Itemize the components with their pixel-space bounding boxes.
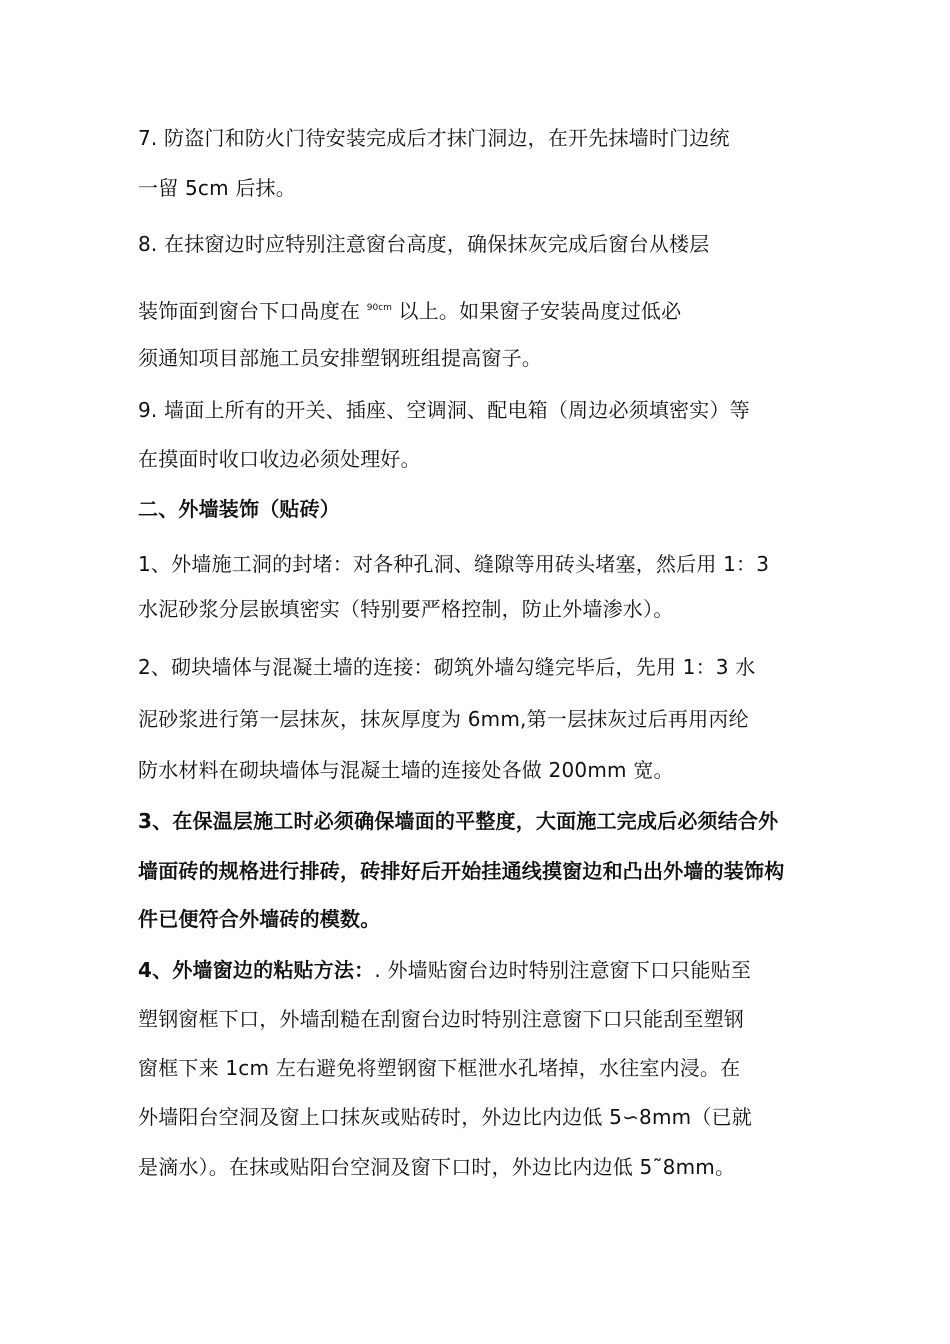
- ext-item-4-heading: 4、外墙窗边的粘贴方法：: [138, 958, 375, 982]
- ext-item-1-line-2: 水泥砂浆分层嵌填密实（特别要严格控制，防止外墙渗水）。: [138, 597, 674, 621]
- ext-item-2-line-3: 防水材料在砌块墙体与混凝土墙的连接处各做 200mm 宽。: [138, 758, 674, 782]
- item-8-line-2-text-b: 以上。如果窗子安装咼度过低必: [391, 299, 682, 323]
- ext-item-4-line-1-text: . 外墙贴窗台边时特别注意窗下口只能贴至: [374, 958, 752, 982]
- ext-item-3-line-3: 件已便符合外墙砖的模数。: [138, 907, 381, 931]
- ext-item-3-line-1: 3、在保温层施工时必须确保墙面的平整度，大面施工完成后必须结合外: [138, 809, 779, 833]
- item-8-line-3: 须通知项目部施工员安排塑钢班组提高窗子。: [138, 346, 542, 370]
- item-8-line-2-text-a: 装饰面到窗台下口咼度在: [138, 299, 367, 323]
- item-8-line-1: 8. 在抹窗边时应特别注意窗台高度，确保抹灰完成后窗台从楼层: [138, 232, 710, 256]
- ext-item-4-line-5: 是滴水）。在抹或贴阳台空洞及窗下口时，外边比内边低 5˜8mm。: [138, 1155, 736, 1179]
- item-9-line-2: 在摸面时收口收边必须处理好。: [138, 447, 421, 471]
- section-heading: 二、外墙装饰（贴砖）: [138, 497, 340, 521]
- ext-item-4-line-2: 塑钢窗框下口，外墙刮糙在刮窗台边时特别注意窗下口只能刮至塑钢: [138, 1007, 744, 1031]
- ext-item-2-line-1: 2、砌块墙体与混凝土墙的连接：砌筑外墙勾缝完毕后，先用 1：3 水: [138, 655, 756, 679]
- ext-item-4-line-3: 窗框下来 1cm 左右避免将塑钢窗下框泄水孔堵掉，水往室内浸。在: [138, 1056, 741, 1080]
- ext-item-3-line-2: 墙面砖的规格进行排砖，砖排好后开始挂通线摸窗边和凸出外墙的装饰构: [138, 859, 785, 883]
- item-7-line-1: 7. 防盗门和防火门待安装完成后才抹门洞边，在开先抹墙时门边统: [138, 126, 730, 150]
- ext-item-4-line-4: 外墙阳台空洞及窗上口抹灰或贴砖时，外边比内边低 5∽8mm（已就: [138, 1105, 752, 1129]
- item-9-line-1: 9. 墙面上所有的开关、插座、空调洞、配电箱（周边必须填密实）等: [138, 398, 750, 422]
- item-7-line-2: 一留 5cm 后抹。: [138, 176, 296, 200]
- height-superscript: 90cm: [366, 303, 392, 313]
- ext-item-1-line-1: 1、外墙施工洞的封堵：对各种孔洞、缝隙等用砖头堵塞，然后用 1：3: [138, 552, 770, 576]
- item-8-line-2: [138, 293, 681, 326]
- ext-item-4-line-1: [138, 955, 751, 985]
- ext-item-2-line-2: 泥砂浆进行第一层抹灰，抹灰厚度为 6mm,第一层抹灰过后再用丙纶: [138, 707, 749, 731]
